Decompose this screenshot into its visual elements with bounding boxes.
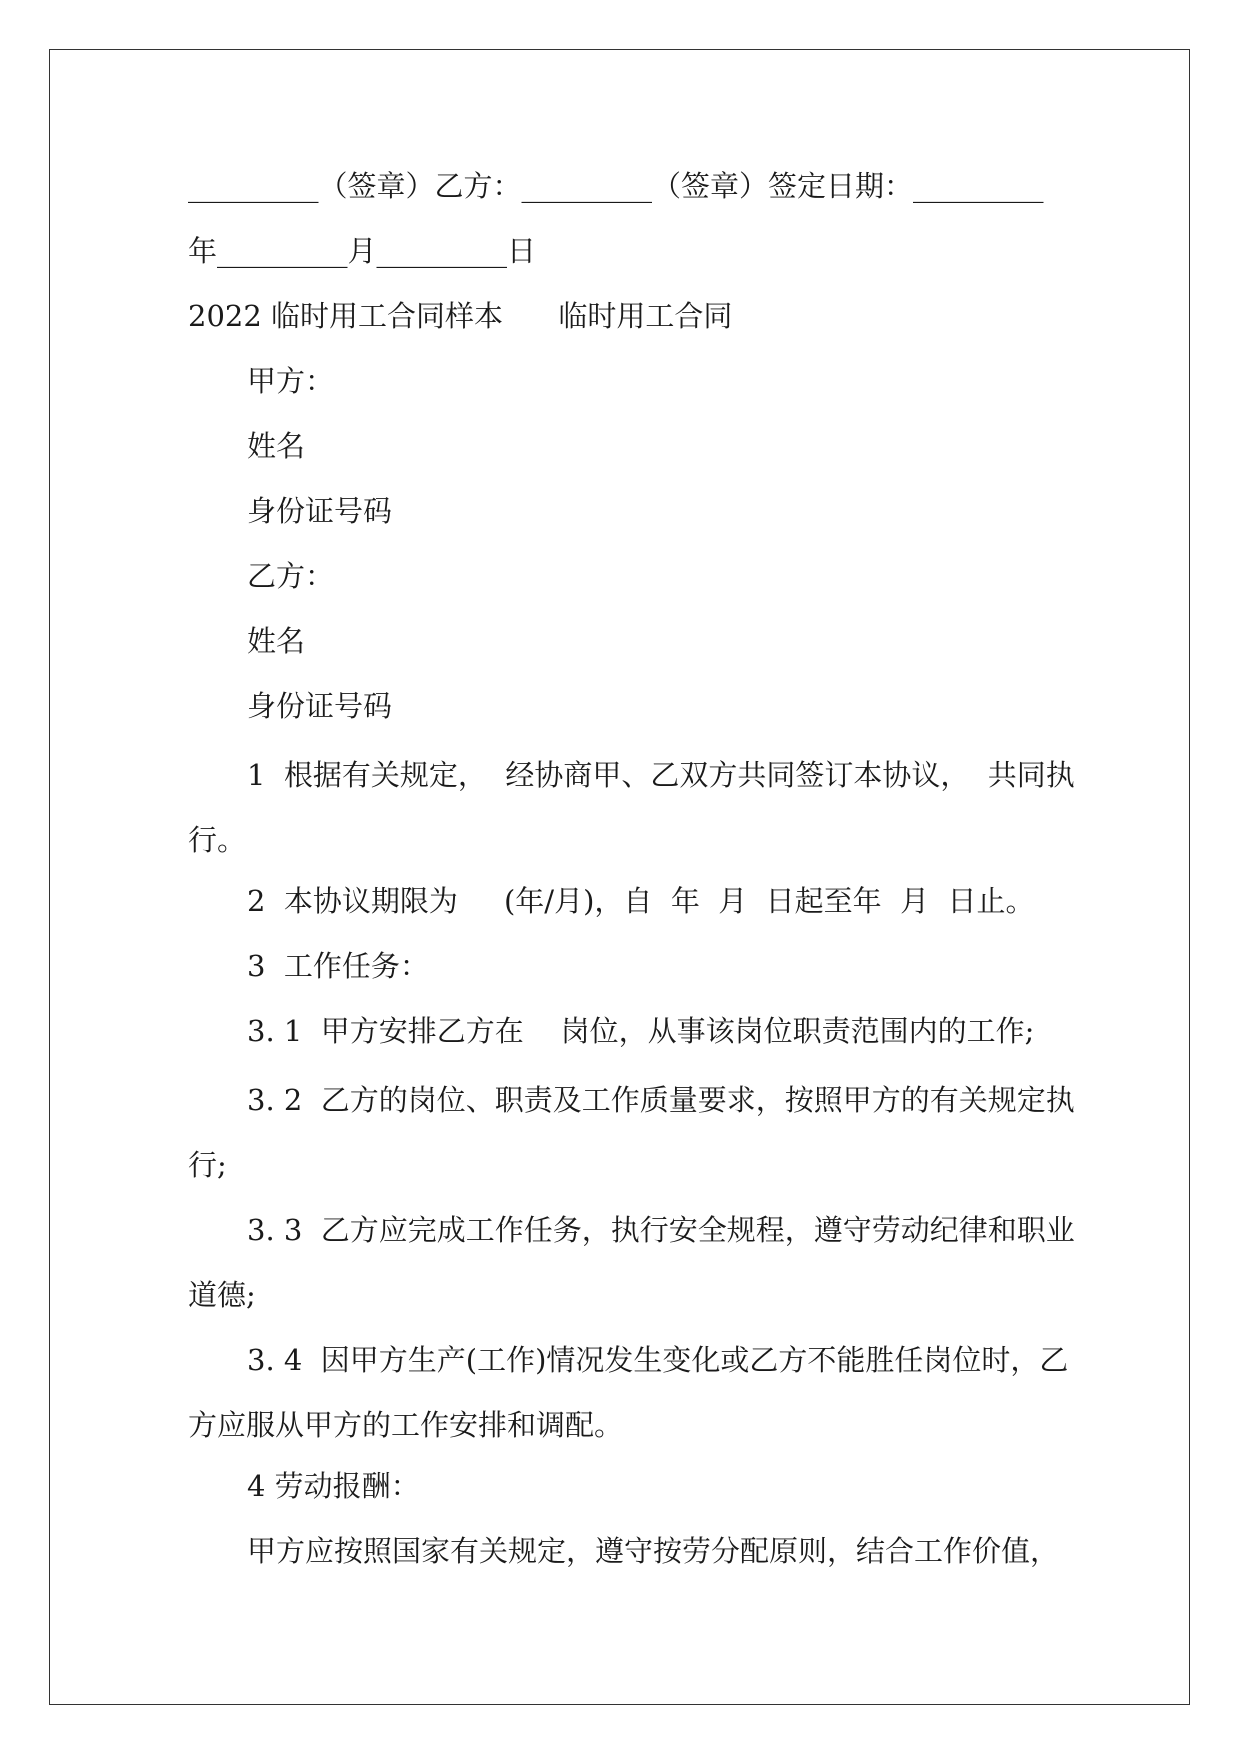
party-b-id-label: 身份证号码 <box>247 689 393 723</box>
party-a-name-label: 姓名 <box>247 429 306 463</box>
document-body <box>188 158 1075 1588</box>
clause-3-2-line-1: 3. 2 乙方的岗位、职责及工作质量要求，按照甲方的有关规定执 <box>247 1083 1075 1117</box>
clause-3-1: 3. 1 甲方安排乙方在 岗位，从事该岗位职责范围内的工作; <box>247 1014 1035 1048</box>
party-a-id-label: 身份证号码 <box>247 494 393 528</box>
clause-4-heading: 4 劳动报酬： <box>247 1469 420 1503</box>
party-b-name-label: 姓名 <box>247 624 306 658</box>
signature-line: _________（签章）乙方：_________（签章）签定日期：_________ <box>188 169 1044 203</box>
party-a-label: 甲方： <box>247 364 335 398</box>
clause-3-3-line-1: 3. 3 乙方应完成工作任务，执行安全规程，遵守劳动纪律和职业 <box>247 1213 1075 1247</box>
clause-3-heading: 3 工作任务： <box>247 949 429 983</box>
clause-2: 2 本协议期限为 (年/月)，自 年 月 日起至年 月 日止。 <box>247 884 1035 918</box>
signature-date-line: 年_________月_________日 <box>188 234 537 268</box>
clause-3-3 <box>188 1198 1075 1328</box>
clause-3-4-line-2: 方应服从甲方的工作安排和调配。 <box>188 1408 624 1442</box>
clause-4-text: 甲方应按照国家有关规定，遵守按劳分配原则，结合工作价值， <box>247 1534 1060 1568</box>
document-title: 2022 临时用工合同样本 临时用工合同 <box>188 299 733 333</box>
clause-3-3-line-2: 道德; <box>188 1278 256 1312</box>
clause-3-2 <box>188 1068 1075 1198</box>
clause-1-line-2: 行。 <box>188 823 247 857</box>
clause-3-4 <box>188 1328 1069 1458</box>
clause-1-line-1: 1 根据有关规定， 经协商甲、乙双方共同签订本协议， 共同执 <box>247 758 1075 792</box>
party-b-label: 乙方： <box>247 559 335 593</box>
clause-3-4-line-1: 3. 4 因甲方生产(工作)情况发生变化或乙方不能胜任岗位时，乙 <box>247 1343 1069 1377</box>
clause-3-2-line-2: 行; <box>188 1148 227 1182</box>
clause-1 <box>188 743 1075 873</box>
